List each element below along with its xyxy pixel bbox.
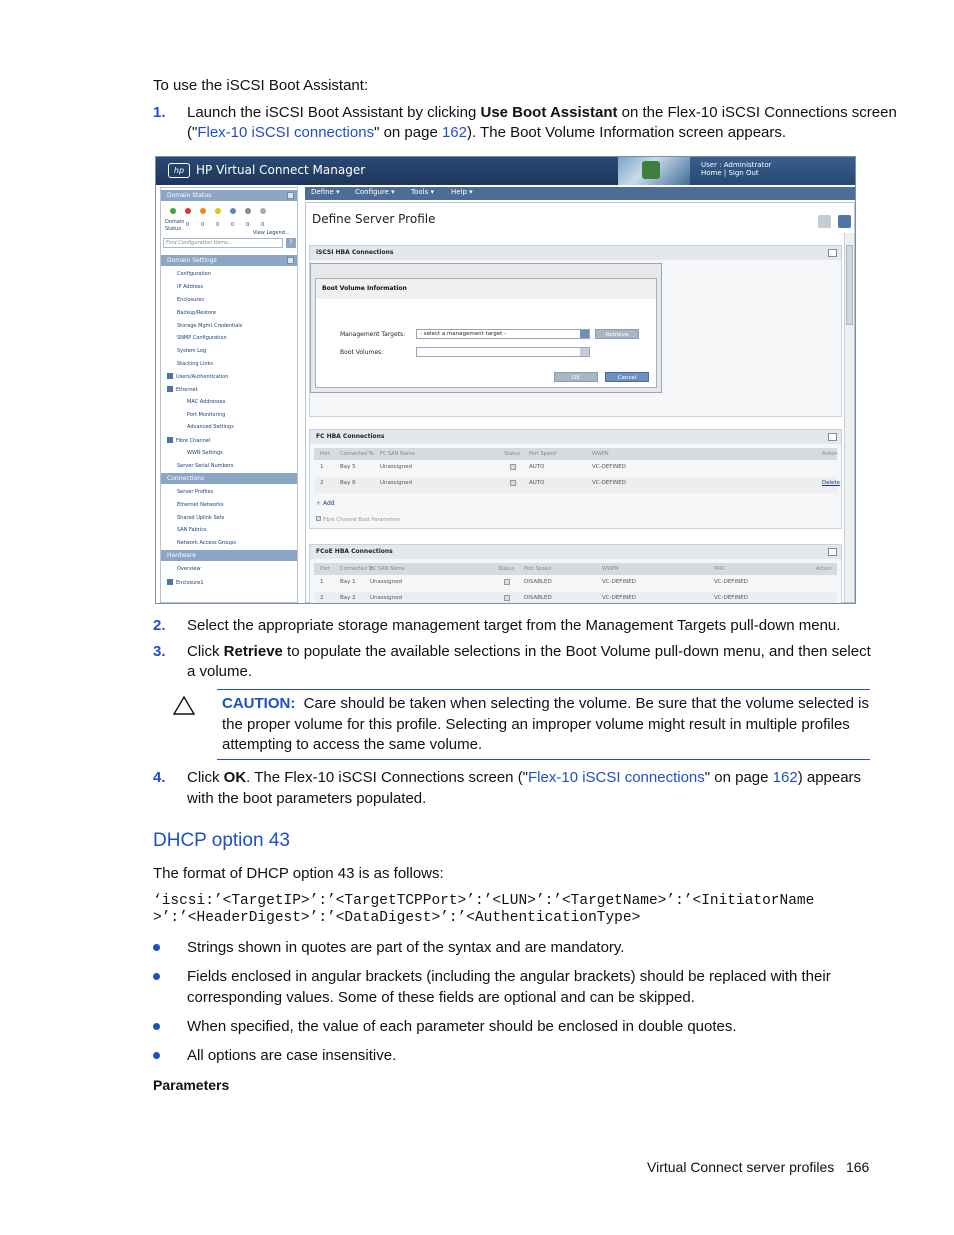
nav-system-log[interactable]: System Log xyxy=(177,348,207,354)
nav-ethernet-networks[interactable]: Ethernet Networks xyxy=(177,502,224,508)
app-header xyxy=(156,157,855,185)
fcoe-san-name[interactable]: Unassigned xyxy=(370,595,402,601)
fc-table-header xyxy=(314,448,837,460)
code-line-2: >’:’<HeaderDigest>’:’<DataDigest>’:’<AuthenticationType> xyxy=(153,910,641,926)
fc-col-header: Status xyxy=(504,451,520,457)
page-162-link[interactable]: 162 xyxy=(441,124,467,141)
expand-icon xyxy=(167,579,173,585)
fc-port: 2 xyxy=(320,480,324,486)
status-count: 0 xyxy=(246,222,250,228)
fc-port-speed[interactable]: AUTO xyxy=(529,464,545,470)
nav-advanced-settings[interactable]: Advanced Settings xyxy=(187,424,234,430)
fcoe-col-header: Port xyxy=(320,566,330,572)
caution-rule-bottom xyxy=(217,759,870,760)
collapse-icon[interactable] xyxy=(828,548,837,556)
view-legend-link[interactable]: View Legend... xyxy=(253,230,290,236)
status-count: 0 xyxy=(201,222,205,228)
app-title: HP Virtual Connect Manager xyxy=(196,163,366,177)
mgmt-targets-select[interactable] xyxy=(416,329,590,339)
nav-ethernet[interactable] xyxy=(167,386,198,393)
fc-boot-params[interactable] xyxy=(316,516,400,523)
bullet-1-text: Strings shown in quotes are part of the syntax and are mandatory. xyxy=(187,939,625,956)
header-badge-icon xyxy=(642,161,660,179)
nav-enclosure1-label: Enclosure1 xyxy=(176,580,204,586)
fc-col-header: Port xyxy=(320,451,330,457)
status-label-domain: Domain xyxy=(165,219,185,225)
nav-enclosures[interactable]: Enclosures xyxy=(177,297,204,303)
nav-ethernet-label: Ethernet xyxy=(176,387,198,393)
footer-text: Virtual Connect server profiles xyxy=(647,1159,835,1175)
format-intro: The format of DHCP option 43 is as follows: xyxy=(153,865,444,882)
fcoe-col-header: WWPN xyxy=(602,566,619,572)
hp-logo-icon: hp xyxy=(168,163,190,178)
fcoe-col-header: Port Speed xyxy=(524,566,552,572)
status-checkbox xyxy=(504,579,510,587)
add-button[interactable] xyxy=(316,500,335,507)
plus-icon: + xyxy=(316,500,322,507)
bullet-icon xyxy=(153,1052,160,1059)
fcoe-table-header xyxy=(314,563,837,575)
step-3-text-cont: to populate the available selections in the Boot Volume pull-down menu, and then select xyxy=(282,643,871,660)
delete-link[interactable]: Delete xyxy=(822,480,841,486)
page-number: 166 xyxy=(845,1159,870,1175)
user-line: User : Administrator xyxy=(701,161,772,169)
nav-overview[interactable]: Overview xyxy=(177,566,201,572)
nav-wwn-settings[interactable]: WWN Settings xyxy=(187,450,223,456)
fc-port: 1 xyxy=(320,464,324,470)
nav-fibre-channel[interactable] xyxy=(167,437,210,444)
unknown-status-icon xyxy=(245,208,251,214)
step-3-line-1 xyxy=(187,642,871,662)
config-search-input[interactable]: Find Configuration Items... xyxy=(163,238,283,248)
boot-volume-dialog xyxy=(310,263,662,393)
page-title: Define Server Profile xyxy=(312,212,436,226)
collapse-icon[interactable] xyxy=(287,257,294,264)
step-3-line-2: a volume. xyxy=(187,663,253,680)
fcoe-port-speed[interactable]: DISABLED xyxy=(524,579,552,585)
bullet-4-text: All options are case insensitive. xyxy=(187,1047,397,1064)
status-label-status: Status xyxy=(165,226,181,232)
on-page-text: " on page xyxy=(704,769,773,786)
step-4-line-1 xyxy=(187,768,861,788)
nav-port-monitoring[interactable]: Port Monitoring xyxy=(187,412,226,418)
vc-manager-screenshot xyxy=(155,156,856,604)
page-162-link[interactable]: 162 xyxy=(772,769,798,786)
bullet-icon xyxy=(153,973,160,980)
add-label: Add xyxy=(322,500,335,507)
ok-button[interactable]: OK xyxy=(554,372,598,382)
status-count: 0 xyxy=(216,222,220,228)
minor-status-icon xyxy=(215,208,221,214)
table-row xyxy=(314,592,837,604)
nav-stacking-links[interactable]: Stacking Links xyxy=(177,361,214,367)
fcoe-port: 2 xyxy=(320,595,324,601)
fc-hba-panel xyxy=(309,429,842,529)
step-2-text: Select the appropriate storage management target from the Management Targets pull-down menu. xyxy=(187,617,841,634)
chevron-down-icon xyxy=(580,330,589,338)
table-row xyxy=(314,477,841,493)
fc-boot-params-label: Fibre Channel Boot Parameters xyxy=(322,517,401,523)
expand-icon xyxy=(167,373,173,379)
step-4-number: 4. xyxy=(153,769,166,786)
connections-title: Connections xyxy=(167,475,205,482)
fc-col-header: Action xyxy=(822,451,838,457)
boot-volumes-label: Boot Volumes: xyxy=(340,349,384,356)
status-checkbox xyxy=(510,464,516,472)
scroll-thumb[interactable] xyxy=(846,245,853,325)
caution-line-1 xyxy=(222,694,869,714)
info-status-icon xyxy=(230,208,236,214)
menu-help[interactable]: Help ▾ xyxy=(451,188,473,196)
step-4-text: Click xyxy=(187,769,224,786)
cancel-button[interactable]: Cancel xyxy=(605,372,649,382)
fc-connected-to: Bay 6 xyxy=(340,480,356,486)
status-checkbox xyxy=(504,595,510,603)
caution-label: CAUTION: xyxy=(222,695,296,712)
left-nav xyxy=(160,187,298,603)
on-page-text: " on page xyxy=(374,124,442,141)
domain-settings-title: Domain Settings xyxy=(167,257,217,264)
step-1-text-cont: on the Flex-10 iSCSI Connections screen xyxy=(617,104,897,121)
domain-settings-bar[interactable] xyxy=(161,255,297,266)
nav-snmp[interactable]: SNMP Configuration xyxy=(177,335,227,341)
fcoe-col-header: Status xyxy=(498,566,514,572)
caution-line-3: attempting to access the same volume. xyxy=(222,736,483,753)
bullet-2-line-2: corresponding values. Some of these fields are optional and can be skipped. xyxy=(187,989,695,1006)
collapse-icon[interactable] xyxy=(287,192,294,199)
nav-mac-addresses[interactable]: MAC Addresses xyxy=(187,399,226,405)
table-row xyxy=(314,576,837,592)
nav-shared-uplinks[interactable]: Shared Uplink Sets xyxy=(177,515,225,521)
menu-define[interactable]: Define ▾ xyxy=(311,188,340,196)
fcoe-connected-to: Bay 2 xyxy=(340,595,356,601)
domain-status-bar xyxy=(161,190,297,201)
fc-wwpn: VC-DEFINED xyxy=(592,480,626,486)
nav-configuration[interactable]: Configuration xyxy=(177,271,211,277)
caution-rule-top xyxy=(217,689,870,690)
fc-panel-title: FC HBA Connections xyxy=(316,433,385,440)
step-3-number: 3. xyxy=(153,643,166,660)
fc-col-header: Connected To xyxy=(340,451,374,457)
mgmt-targets-value: - select a management target - xyxy=(420,331,506,337)
nav-users-auth[interactable] xyxy=(167,373,228,380)
section-heading: DHCP option 43 xyxy=(153,830,290,851)
step-1-line-2 xyxy=(187,123,786,143)
nav-network-access-groups[interactable]: Network Access Groups xyxy=(177,540,236,546)
flex10-iscsi-link[interactable]: Flex-10 iSCSI connections xyxy=(528,769,705,786)
caution-icon xyxy=(173,696,195,715)
fcoe-mac: VC-DEFINED xyxy=(714,595,748,601)
nav-san-fabrics[interactable]: SAN Fabrics xyxy=(177,527,207,533)
iscsi-panel-header xyxy=(310,246,841,260)
step-4-text-cont: . The Flex-10 iSCSI Connections screen (" xyxy=(246,769,529,786)
fcoe-san-name[interactable]: Unassigned xyxy=(370,579,402,585)
home-signout-links[interactable]: Home | Sign Out xyxy=(701,169,759,177)
quote-open: (" xyxy=(187,124,198,141)
hardware-bar[interactable] xyxy=(161,550,297,561)
step-3-text: Click xyxy=(187,643,224,660)
step-1-number: 1. xyxy=(153,104,166,121)
step-1-text: Launch the iSCSI Boot Assistant by clicking xyxy=(187,104,481,121)
use-boot-assistant-term: Use Boot Assistant xyxy=(480,104,618,121)
fc-col-header: WWPN xyxy=(592,451,609,457)
nav-server-profiles[interactable]: Server Profiles xyxy=(177,489,214,495)
bullet-icon xyxy=(153,944,160,951)
step-2-number: 2. xyxy=(153,617,166,634)
nav-enclosure1[interactable] xyxy=(167,579,204,586)
chevron-down-icon xyxy=(580,348,589,356)
connections-bar[interactable] xyxy=(161,473,297,484)
fc-col-header: FC SAN Name xyxy=(380,451,415,457)
nav-users-auth-label: Users/Authentication xyxy=(176,374,229,380)
fc-panel-header xyxy=(310,430,841,444)
fcoe-wwpn: VC-DEFINED xyxy=(602,579,636,585)
table-row xyxy=(314,461,837,477)
parameters-heading: Parameters xyxy=(153,1077,230,1093)
bullet-icon xyxy=(153,1023,160,1030)
step-1-tail: ). The Boot Volume Information screen appears. xyxy=(467,124,787,141)
caution-text: Care should be taken when selecting the volume. Be sure that the volume selected is xyxy=(303,695,869,712)
retrieve-term: Retrieve xyxy=(223,643,283,660)
fc-col-header: Port Speed xyxy=(529,451,557,457)
bullet-3-text: When specified, the value of each parameter should be enclosed in double quotes. xyxy=(187,1018,737,1035)
fc-wwpn: VC-DEFINED xyxy=(592,464,626,470)
step-1-line-1 xyxy=(187,103,897,123)
code-line-1: ‘iscsi:’<TargetIP>’:’<TargetTCPPort>’:’<LUN>’:’<TargetName>’:’<InitiatorName xyxy=(153,893,815,909)
fcoe-panel-header xyxy=(310,545,841,559)
nav-serial-numbers[interactable]: Server Serial Numbers xyxy=(177,463,234,469)
search-help-button[interactable]: ? xyxy=(286,238,296,248)
collapse-icon[interactable] xyxy=(828,433,837,441)
user-info xyxy=(701,161,771,177)
fc-connected-to: Bay 5 xyxy=(340,464,356,470)
fcoe-col-header: FC SAN Name xyxy=(370,566,405,572)
menu-tools[interactable]: Tools ▾ xyxy=(411,188,434,196)
iscsi-panel-title: iSCSI HBA Connections xyxy=(316,249,394,256)
fc-san-name[interactable]: Unassigned xyxy=(380,480,412,486)
fcoe-panel-title: FCoE HBA Connections xyxy=(316,548,393,555)
menu-bar xyxy=(305,187,855,200)
nav-backup-restore[interactable]: Backup/Restore xyxy=(177,310,216,316)
status-checkbox xyxy=(510,480,516,488)
flex10-iscsi-link[interactable]: Flex-10 iSCSI connections xyxy=(197,124,375,141)
nav-storage-credentials[interactable]: Storage Mgmt Credentials xyxy=(177,323,243,329)
page-footer xyxy=(647,1159,869,1175)
dialog-body xyxy=(315,278,657,388)
fc-san-name[interactable]: Unassigned xyxy=(380,464,412,470)
dialog-title: Boot Volume Information xyxy=(316,279,656,299)
retrieve-button[interactable]: Retrieve xyxy=(595,329,639,339)
fcoe-connected-to: Bay 1 xyxy=(340,579,356,585)
fcoe-port-speed[interactable]: DISABLED xyxy=(524,595,552,601)
expand-icon xyxy=(167,437,173,443)
print-icon[interactable] xyxy=(818,215,831,228)
expand-icon xyxy=(167,386,173,392)
boot-volumes-select[interactable] xyxy=(416,347,590,357)
status-count: 0 xyxy=(261,222,265,228)
fcoe-col-header: Connected To xyxy=(340,566,374,572)
fcoe-col-header: MAC xyxy=(714,566,726,572)
mgmt-targets-label: Management Targets: xyxy=(340,331,406,338)
bullet-2-line-1: Fields enclosed in angular brackets (including the angular brackets) should be replaced with their xyxy=(187,968,831,985)
major-status-icon xyxy=(200,208,206,214)
fcoe-hba-panel xyxy=(309,544,842,604)
fcoe-wwpn: VC-DEFINED xyxy=(602,595,636,601)
fcoe-mac: VC-DEFINED xyxy=(714,579,748,585)
status-count: 0 xyxy=(231,222,235,228)
nav-ip-address[interactable]: IP Address xyxy=(177,284,203,290)
step-4-line-2: with the boot parameters populated. xyxy=(187,790,427,807)
disabled-status-icon xyxy=(260,208,266,214)
menu-configure[interactable]: Configure ▾ xyxy=(355,188,395,196)
collapse-icon[interactable] xyxy=(828,249,837,257)
caution-line-2: the proper volume for this profile. Selecting an improper volume might result in multiple profiles xyxy=(222,716,850,733)
fcoe-port: 1 xyxy=(320,579,324,585)
fc-port-speed[interactable]: AUTO xyxy=(529,480,545,486)
nav-fibre-channel-label: Fibre Channel xyxy=(176,438,211,444)
help-icon[interactable] xyxy=(838,215,851,228)
domain-status-title: Domain Status xyxy=(167,192,212,199)
status-count: 0 xyxy=(186,222,190,228)
intro-text: To use the iSCSI Boot Assistant: xyxy=(153,77,369,94)
vertical-scrollbar[interactable] xyxy=(844,233,854,602)
fcoe-col-header: Action xyxy=(816,566,832,572)
ok-term: OK xyxy=(223,769,247,786)
hardware-title: Hardware xyxy=(167,552,196,559)
critical-status-icon xyxy=(185,208,191,214)
ok-status-icon xyxy=(170,208,176,214)
step-4-tail: ) appears xyxy=(797,769,862,786)
